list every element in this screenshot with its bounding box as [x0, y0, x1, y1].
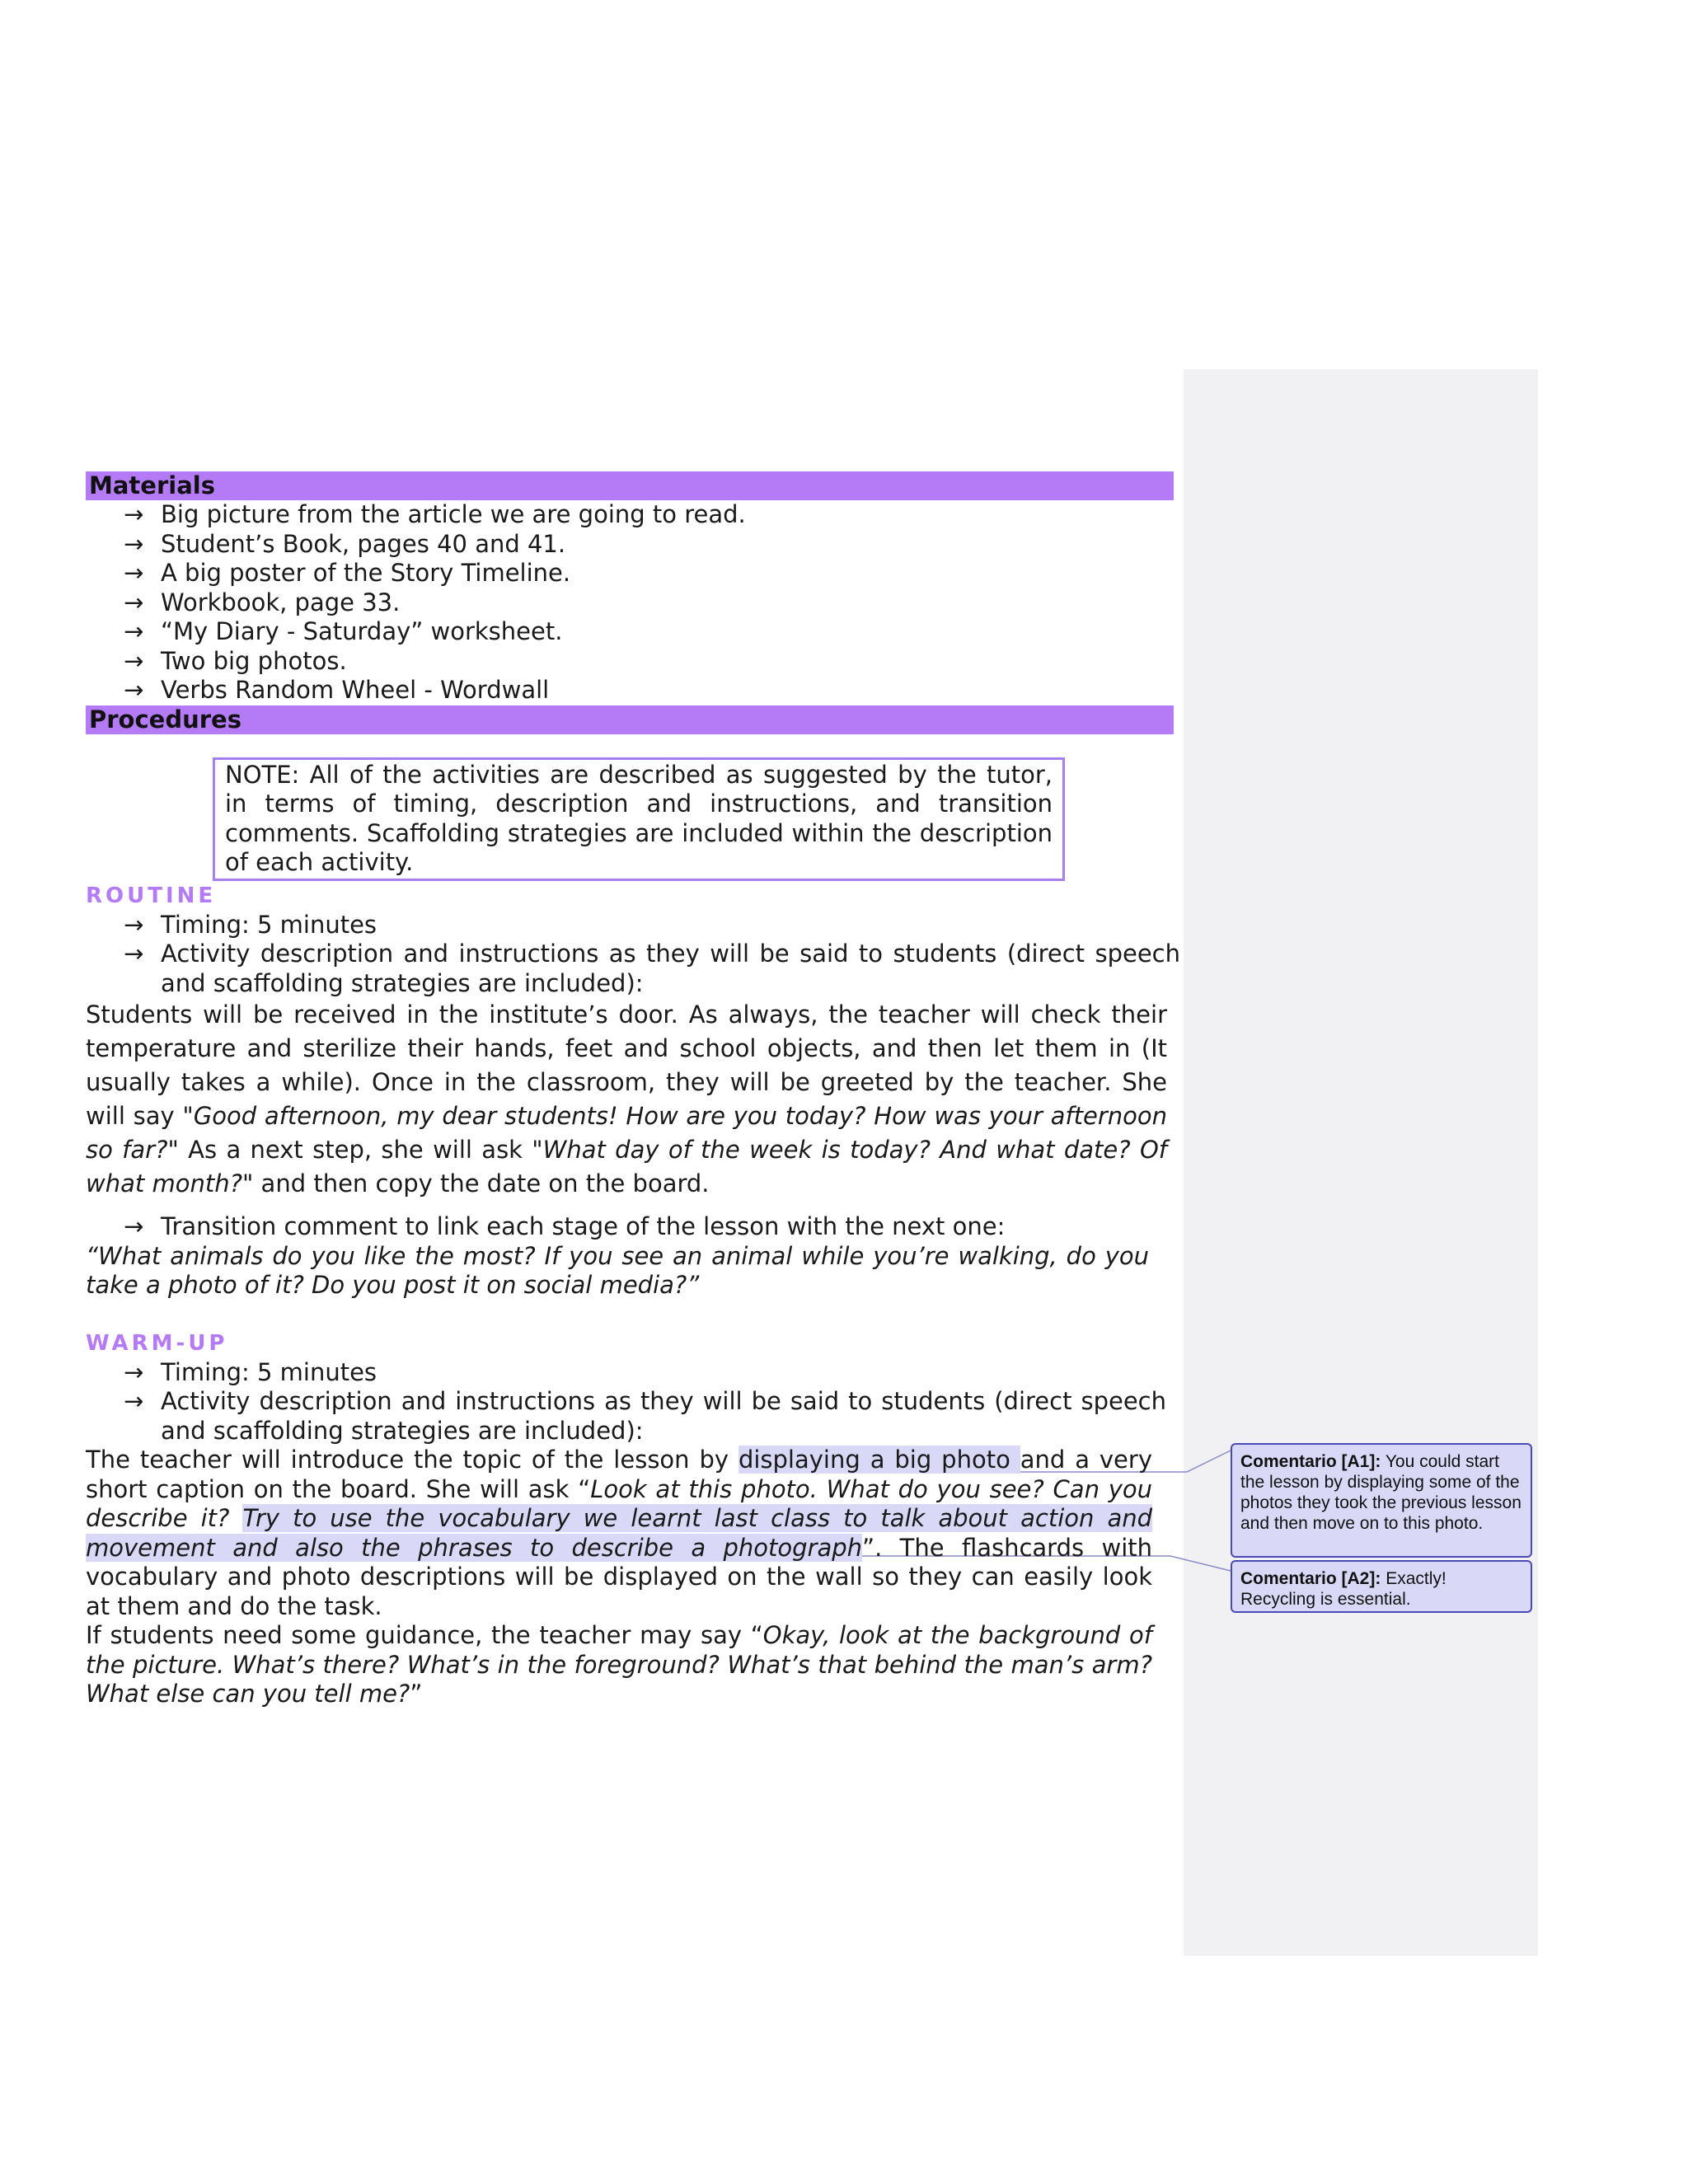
arrow-icon: → [124, 1357, 144, 1386]
document-body [86, 471, 1180, 1709]
highlighted-text-a1[interactable]: displaying a big photo [738, 1446, 1020, 1474]
routine-heading: ROUTINE [86, 883, 217, 908]
tutor-note-box: NOTE: All of the activities are described as suggested by the tutor, in terms of timing, description and instructions, and transition comments. Scaffolding strategies are included within the description of each activity. [213, 757, 1065, 881]
routine-paragraph: Students will be received in the institute’s door. As always, the teacher will check their temperature and sterilize their hands, feet and school objects, and then let them in (It usually takes a while). Once in the classroom, they will be greeted by the teacher. She will say "Good afternoon, my dear students! How are you today? How was your afternoon so far?" As a next step, she will ask "What day of the week is today? And what date? Of what month?" and then copy the date on the board. [86, 1001, 1167, 1197]
comment-text: Exactly! Recycling is essential. [1240, 1569, 1447, 1609]
list-item: → Verbs Random Wheel - Wordwall [124, 676, 550, 704]
arrow-icon: → [124, 1212, 144, 1240]
arrow-icon: → [124, 1387, 144, 1415]
warmup-list [86, 1358, 1174, 1446]
procedures-heading: Procedures [86, 705, 1174, 734]
arrow-icon: → [124, 559, 144, 587]
list-item: → Student’s Book, pages 40 and 41. [124, 529, 566, 558]
list-item: → Activity description and instructions as they will be said to students (direct speech and scaffolding strategies are included): [124, 940, 1180, 997]
list-item: → Transition comment to link each stage of the lesson with the next one: [124, 1212, 1006, 1240]
comment-a2[interactable] [1231, 1560, 1532, 1613]
arrow-icon: → [124, 529, 144, 558]
comment-label: Comentario [A2]: [1240, 1569, 1381, 1588]
materials-list [86, 500, 1174, 705]
arrow-icon: → [124, 500, 144, 528]
arrow-icon: → [124, 910, 144, 939]
list-item: → “My Diary - Saturday” worksheet. [124, 617, 563, 645]
arrow-icon: → [124, 676, 144, 704]
comment-text: You could start the lesson by displaying some of the photos they took the previous lesson and then move on to this photo. [1240, 1452, 1522, 1533]
arrow-icon: → [124, 940, 144, 968]
routine-transition-text: “What animals do you like the most? If you see an animal while you’re walking, do you take a photo of it? Do you post it on social media?” [86, 1241, 1149, 1299]
arrow-icon: → [124, 617, 144, 645]
warmup-heading: WARM-UP [86, 1330, 228, 1356]
arrow-icon: → [124, 646, 144, 675]
list-item: → Two big photos. [124, 646, 347, 675]
list-item: → Timing: 5 minutes [124, 910, 377, 939]
list-item: → Activity description and instructions as they will be said to students (direct speech and scaffolding strategies are included): [124, 1387, 1166, 1445]
highlighted-text-a2[interactable]: Try to use the vocabulary we learnt last class to talk about action and movement and also the phrases to describe a photograph [86, 1504, 1152, 1562]
warmup-paragraph: The teacher will introduce the topic of the lesson by displaying a big photo and a very short caption on the board. She will ask “Look at this photo. What do you see? Can you describe it? Try to use the vocabulary we learnt last class to talk about action and movement and also the phrases to describe a photograph”. The flashcards with vocabulary and photo descriptions will be displayed on the wall so they can easily look at them and do the task. [86, 1446, 1152, 1620]
comment-a1[interactable] [1231, 1443, 1532, 1558]
routine-transition-list [86, 1212, 1174, 1242]
arrow-icon: → [124, 588, 144, 616]
materials-heading: Materials [86, 471, 1174, 500]
list-item: → Timing: 5 minutes [124, 1357, 377, 1386]
comment-label: Comentario [A1]: [1240, 1452, 1381, 1471]
warmup-guidance-paragraph: If students need some guidance, the teacher may say “Okay, look at the background of the picture. What’s there? What’s in the foreground? What’s that behind the man’s arm? What else can you tell me?” [86, 1621, 1152, 1708]
list-item: → Big picture from the article we are going to read. [124, 500, 746, 528]
list-item: → Workbook, page 33. [124, 588, 401, 616]
routine-list [86, 910, 1180, 999]
list-item: → A big poster of the Story Timeline. [124, 559, 571, 587]
